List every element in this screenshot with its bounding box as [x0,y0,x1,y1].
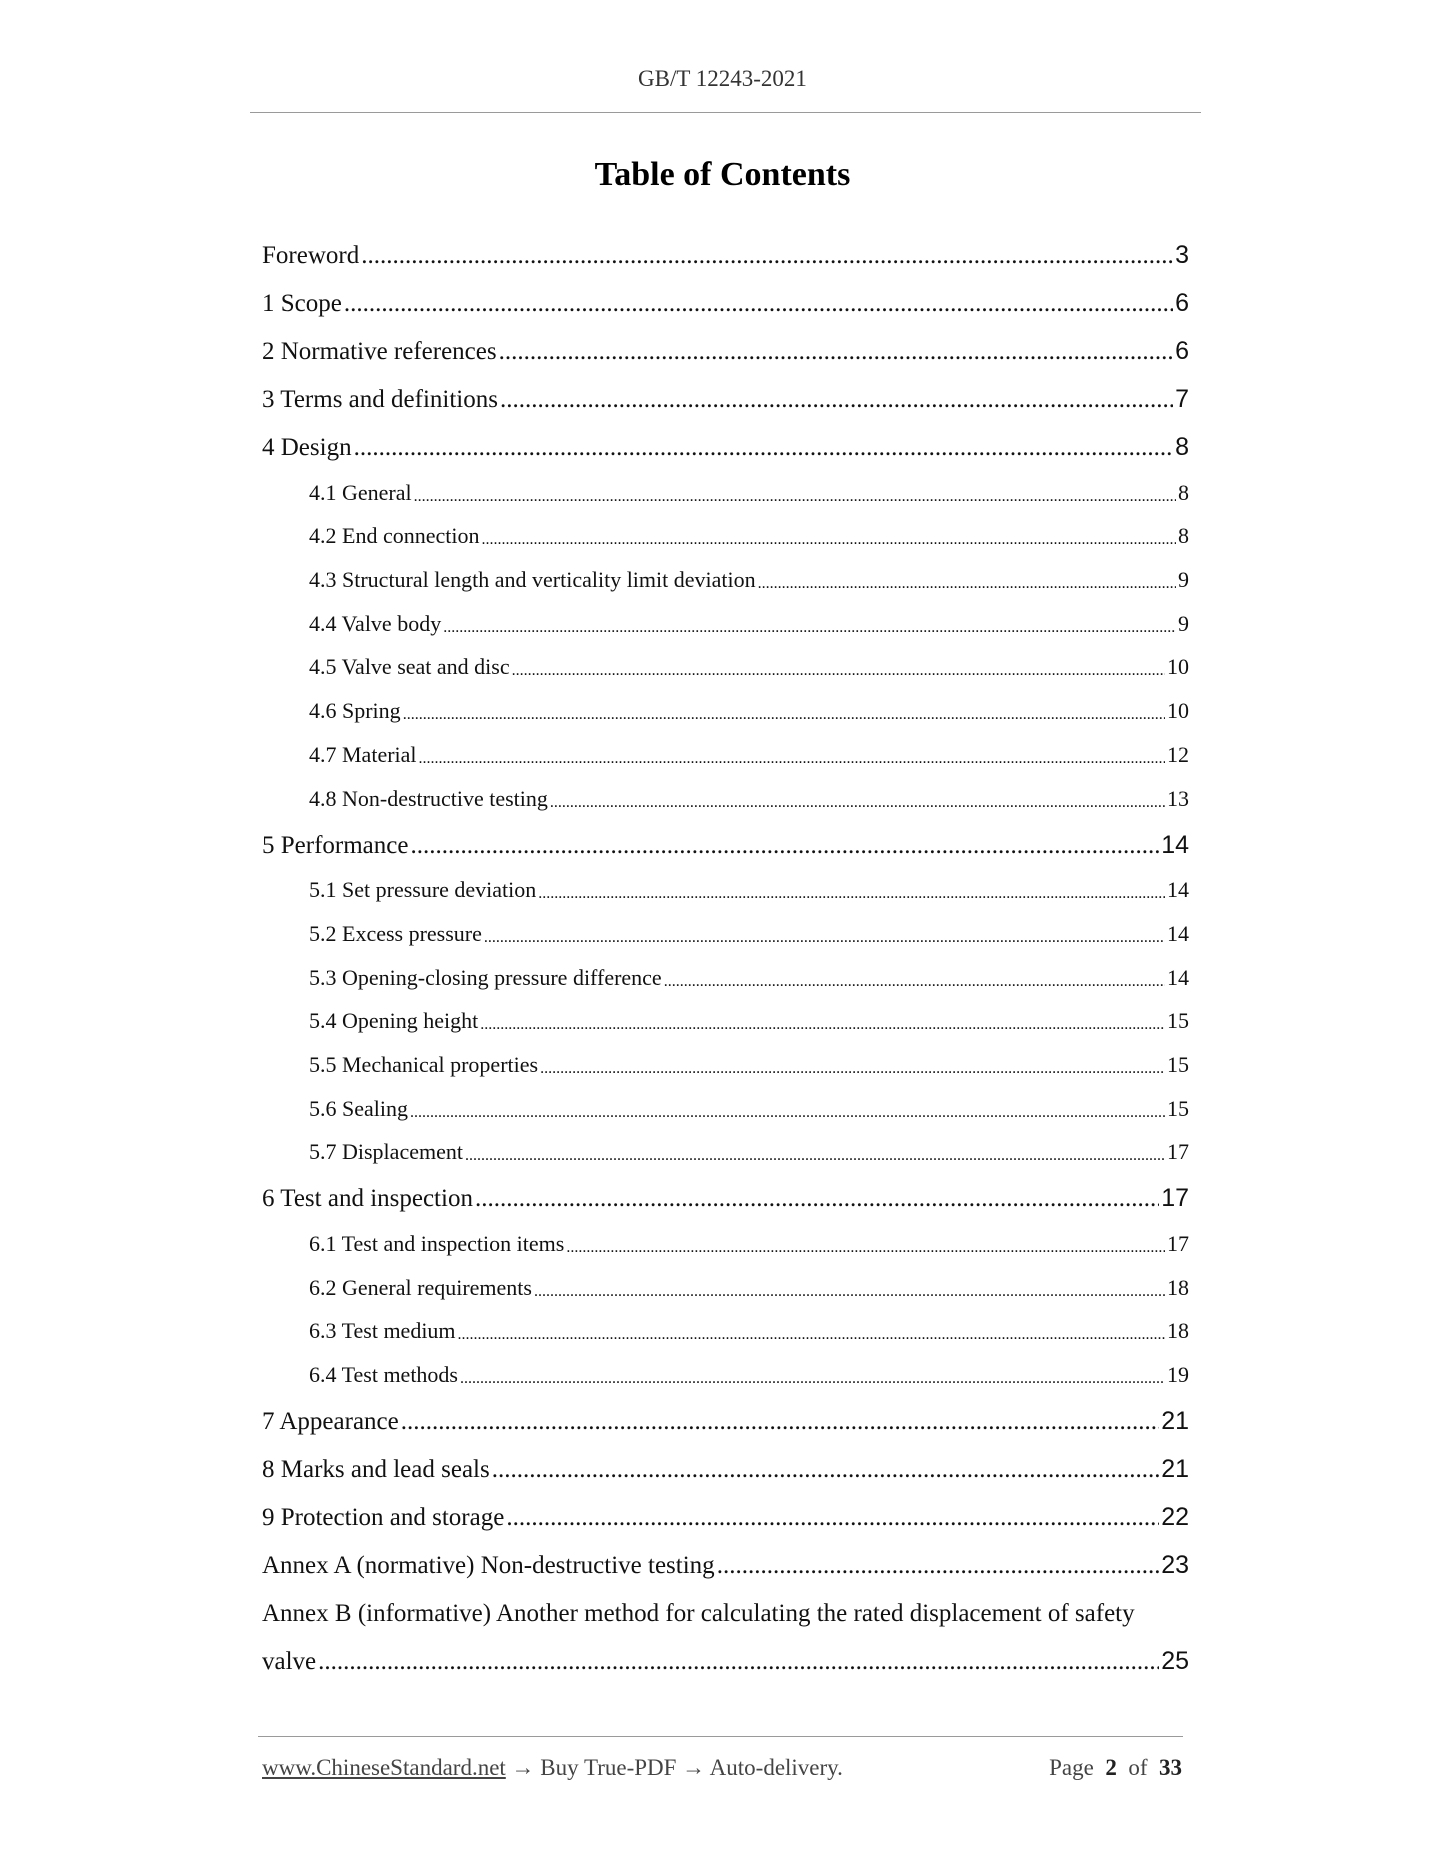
toc-label: 6.2 General requirements [309,1274,532,1300]
toc-entry-set-pressure-deviation[interactable] [262,860,1189,904]
toc-entry-sealing[interactable] [262,1078,1189,1122]
dot-leader [492,1456,1159,1484]
toc-label: 9 Protection and storage [262,1504,505,1532]
toc-page-number: 18 [1167,1318,1189,1344]
toc-label: 6 Test and inspection [262,1185,473,1213]
current-page: 2 [1105,1755,1117,1780]
toc-page-number: 22 [1161,1503,1189,1532]
toc-label: 4.6 Spring [309,698,401,724]
toc-entry-terms-and-definitions[interactable] [262,366,1189,414]
dot-leader [318,1648,1159,1676]
toc-entry-annex-a[interactable] [262,1532,1189,1580]
toc-page-number: 9 [1178,610,1189,636]
toc-entry-foreword[interactable] [262,222,1189,270]
dot-leader [506,1504,1159,1532]
toc-page-number: 7 [1175,385,1189,413]
toc-page-number: 3 [1175,241,1189,269]
toc-entry-annex-b[interactable] [262,1580,1189,1676]
dot-leader [550,794,1165,812]
dot-leader [534,1283,1165,1301]
dot-leader [475,1185,1159,1213]
toc-entry-valve-seat-and-disc[interactable] [262,637,1189,681]
toc-page-number: 8 [1178,523,1189,549]
total-pages: 33 [1159,1755,1182,1780]
dot-leader [401,1408,1159,1436]
dot-leader [566,1239,1165,1257]
dot-leader [480,1016,1165,1034]
page-title: Table of Contents [594,156,851,193]
toc-label: 5.7 Displacement [309,1139,463,1165]
footer-left [262,1755,843,1781]
toc-page-number: 14 [1161,830,1189,859]
toc-label: 4.1 General [309,479,412,505]
toc-entry-displacement[interactable] [262,1122,1189,1166]
toc-label: 5.6 Sealing [309,1095,408,1121]
toc-entry-test-and-inspection-items[interactable] [262,1213,1189,1257]
dot-leader [484,929,1165,947]
footer-promo-text: → Buy True-PDF → Auto-delivery. [511,1755,843,1780]
toc-page-number: 15 [1167,1095,1189,1121]
dot-leader [481,531,1176,549]
dot-leader [758,575,1176,593]
toc-page-number: 17 [1167,1231,1189,1256]
toc-label: 4 Design [262,434,352,461]
toc-page-number: 6 [1175,289,1189,317]
toc-label: 6.1 Test and inspection items [309,1231,565,1256]
dot-leader [361,242,1173,270]
dot-leader [403,706,1165,724]
toc-page-number: 23 [1161,1551,1189,1580]
dot-leader [354,434,1174,462]
toc-label: Annex A (normative) Non-destructive testing [262,1552,715,1580]
table-of-contents [262,222,1189,1676]
toc-entry-mechanical-properties[interactable] [262,1034,1189,1078]
toc-page-number: 10 [1167,654,1189,680]
toc-entry-design[interactable] [262,414,1189,462]
toc-page-number: 8 [1178,479,1189,505]
toc-entry-performance[interactable] [262,812,1189,860]
toc-page-number: 14 [1167,964,1189,990]
header-divider [250,112,1201,113]
toc-label: 1 Scope [262,290,342,317]
toc-page-number: 14 [1167,920,1189,946]
website-link[interactable]: www.ChineseStandard.net [262,1755,506,1780]
dot-leader [540,1060,1165,1078]
toc-entry-opening-closing-pressure[interactable] [262,947,1189,991]
toc-page-number: 12 [1167,741,1189,767]
toc-page-number: 13 [1167,785,1189,811]
toc-page-number: 17 [1161,1184,1189,1213]
toc-label: 5.4 Opening height [309,1008,479,1034]
toc-entry-structural-length[interactable] [262,549,1189,593]
toc-entry-non-destructive-testing[interactable] [262,768,1189,812]
page-footer [262,1755,1182,1781]
toc-label: 4.8 Non-destructive testing [309,785,548,811]
toc-entry-general-requirements[interactable] [262,1257,1189,1301]
dot-leader [344,290,1173,318]
toc-entry-test-medium[interactable] [262,1301,1189,1345]
toc-label-continued: valve [262,1648,317,1676]
page-indicator: Page 2 of 33 [1049,1755,1182,1780]
toc-label: 5.3 Opening-closing pressure difference [309,964,662,990]
dot-leader [465,1147,1165,1165]
toc-page-number: 15 [1167,1051,1189,1077]
toc-label: 4.2 End connection [309,523,480,549]
toc-page-number: 10 [1167,698,1189,724]
toc-entry-test-methods[interactable] [262,1344,1189,1388]
toc-page-number: 21 [1161,1455,1189,1484]
toc-entry-general[interactable] [262,462,1189,506]
toc-entry-end-connection[interactable] [262,506,1189,550]
toc-entry-scope[interactable] [262,270,1189,318]
toc-page-number: 8 [1175,433,1189,461]
toc-entry-excess-pressure[interactable] [262,903,1189,947]
dot-leader [717,1552,1160,1580]
toc-label: 7 Appearance [262,1408,399,1436]
document-id-header: GB/T 12243-2021 [638,66,807,91]
toc-label: Annex B (informative) Another method for calculating the rated displacement of safety [262,1600,1135,1628]
toc-entry-spring[interactable] [262,680,1189,724]
toc-entry-appearance[interactable] [262,1388,1189,1436]
dot-leader [410,832,1159,860]
toc-label: 4.5 Valve seat and disc [309,654,510,680]
toc-page-number: 14 [1167,877,1189,903]
toc-label: Foreword [262,242,360,269]
toc-page-number: 18 [1167,1274,1189,1300]
toc-entry-material[interactable] [262,724,1189,768]
toc-entry-opening-height[interactable] [262,991,1189,1035]
dot-leader [500,386,1173,414]
toc-page-number: 15 [1167,1008,1189,1034]
toc-entry-valve-body[interactable] [262,593,1189,637]
dot-leader [443,619,1176,637]
toc-label: 4.3 Structural length and verticality limit deviation [309,567,756,593]
toc-entry-normative-references[interactable] [262,318,1189,366]
toc-label: 4.7 Material [309,741,417,767]
toc-label: 5.2 Excess pressure [309,920,482,946]
dot-leader [414,488,1176,506]
toc-entry-protection-and-storage[interactable] [262,1484,1189,1532]
dot-leader [410,1104,1165,1122]
toc-label: 5.5 Mechanical properties [309,1051,539,1077]
toc-label: 2 Normative references [262,338,497,365]
toc-label: 8 Marks and lead seals [262,1456,490,1484]
footer-divider [258,1736,1183,1737]
toc-page-number: 19 [1167,1362,1189,1388]
toc-page-number: 9 [1178,567,1189,593]
toc-page-number: 25 [1161,1647,1189,1676]
toc-entry-marks-and-lead-seals[interactable] [262,1436,1189,1484]
toc-page-number: 17 [1167,1139,1189,1165]
toc-label: 4.4 Valve body [309,610,442,636]
toc-page-number: 6 [1175,337,1189,365]
toc-label: 5 Performance [262,831,409,859]
toc-entry-test-and-inspection[interactable] [262,1165,1189,1213]
dot-leader [512,662,1165,680]
dot-leader [499,338,1173,366]
dot-leader [460,1370,1165,1388]
toc-label: 6.4 Test methods [309,1362,458,1388]
dot-leader [458,1326,1165,1344]
toc-label: 3 Terms and definitions [262,386,498,413]
toc-label: 5.1 Set pressure deviation [309,877,537,903]
toc-label: 6.3 Test medium [309,1318,456,1344]
dot-leader [419,750,1165,768]
dot-leader [538,885,1165,903]
toc-page-number: 21 [1161,1407,1189,1436]
dot-leader [664,973,1165,991]
